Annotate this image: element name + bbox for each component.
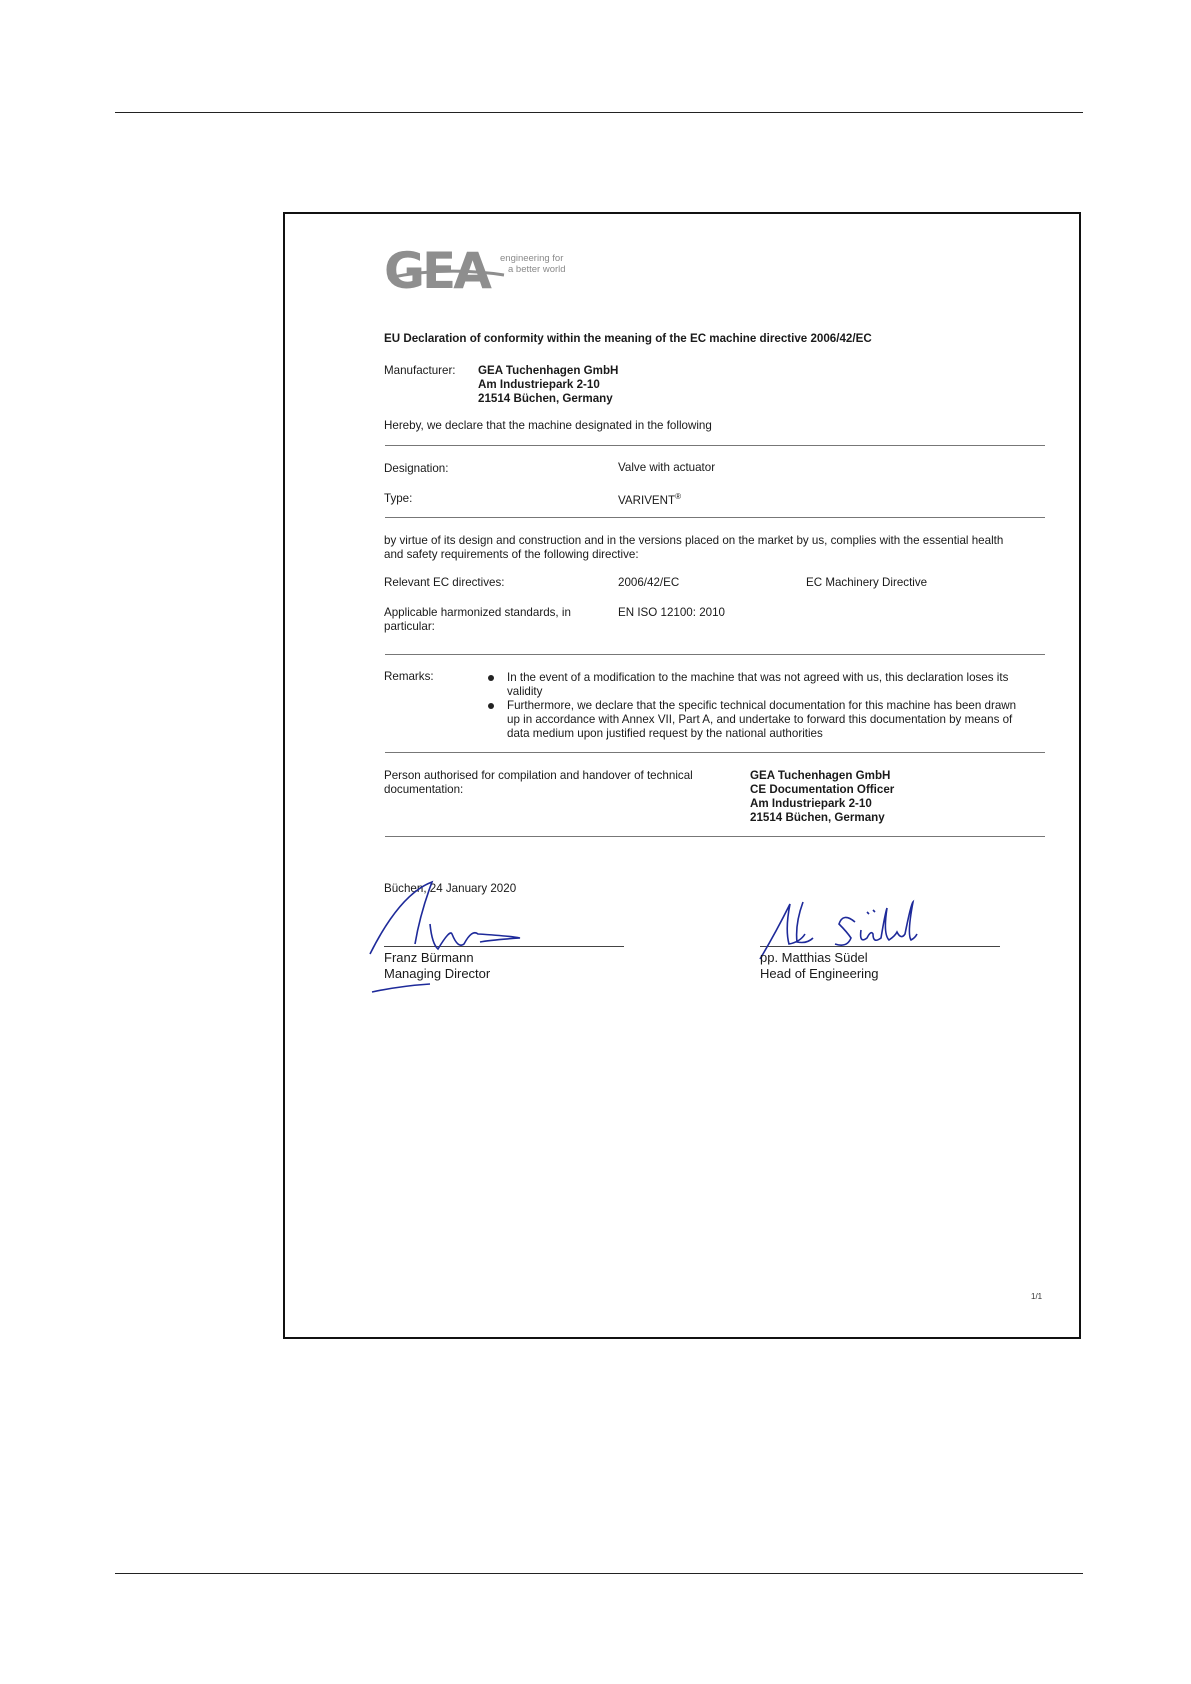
page-number: 1/1 — [1031, 1292, 1043, 1301]
signatory-1-title: Managing Director — [384, 966, 491, 981]
remarks-label: Remarks: — [384, 670, 434, 683]
logo-swoosh-icon — [384, 266, 509, 286]
type-value — [618, 490, 681, 508]
divider — [385, 445, 1045, 446]
manufacturer-city: 21514 Büchen, Germany — [478, 392, 613, 405]
manufacturer-name: GEA Tuchenhagen GmbH — [478, 364, 619, 377]
manufacturer-label: Manufacturer: — [384, 364, 456, 377]
authorised-role: CE Documentation Officer — [750, 783, 895, 796]
gea-logo — [384, 242, 584, 302]
logo-brand: GEA — [384, 242, 489, 300]
standards-label-2: particular: — [384, 620, 435, 633]
authorised-company: GEA Tuchenhagen GmbH — [750, 769, 891, 782]
remark-2-line-1: Furthermore, we declare that the specific technical documentation for this machine has been drawn — [507, 699, 1017, 712]
designation-label: Designation: — [384, 462, 449, 475]
signatory-2-name: pp. Matthias Südel — [760, 950, 868, 965]
header-rule — [115, 112, 1083, 113]
bullet-icon — [488, 675, 494, 681]
divider — [385, 654, 1045, 655]
standards-label-1: Applicable harmonized standards, in — [384, 606, 571, 619]
type-name: VARIVENT — [618, 493, 676, 507]
divider — [385, 836, 1045, 837]
directives-name: EC Machinery Directive — [806, 576, 928, 589]
bullet-icon — [488, 703, 494, 709]
registered-mark: ® — [675, 492, 682, 501]
remark-2-line-2: up in accordance with Annex VII, Part A, and undertake to forward this documentation by means of — [507, 713, 1013, 726]
authorised-city: 21514 Büchen, Germany — [750, 811, 885, 824]
directives-value: 2006/42/EC — [618, 576, 680, 589]
remark-2-line-3: data medium upon justified request by the national authorities — [507, 727, 823, 740]
signatory-2-title: Head of Engineering — [760, 966, 879, 981]
remark-1-line-2: validity — [507, 685, 543, 698]
signatory-1-name: Franz Bürmann — [384, 950, 474, 965]
authorised-street: Am Industriepark 2-10 — [750, 797, 872, 810]
type-label: Type: — [384, 492, 413, 505]
divider — [385, 517, 1045, 518]
logo-tagline-1: engineering for — [500, 253, 564, 264]
divider — [385, 752, 1045, 753]
logo-tagline-2: a better world — [508, 264, 566, 275]
declaration-title: EU Declaration of conformity within the meaning of the EC machine directive 2006/42/EC — [384, 332, 872, 345]
directives-label: Relevant EC directives: — [384, 576, 505, 589]
scanned-declaration — [283, 212, 1081, 1339]
standards-value: EN ISO 12100: 2010 — [618, 606, 725, 619]
footer-rule — [115, 1573, 1083, 1574]
authorised-label-1: Person authorised for compilation and handover of technical — [384, 769, 693, 782]
manufacturer-street: Am Industriepark 2-10 — [478, 378, 600, 391]
authorised-label-2: documentation: — [384, 783, 464, 796]
remark-1-line-1: In the event of a modification to the machine that was not agreed with us, this declaration loses its — [507, 671, 1009, 684]
intro-text: Hereby, we declare that the machine designated in the following — [384, 419, 712, 432]
compliance-line-2: and safety requirements of the following directive: — [384, 548, 639, 561]
place-date: Büchen, 24 January 2020 — [384, 882, 517, 895]
designation-value: Valve with actuator — [618, 461, 716, 474]
compliance-line-1: by virtue of its design and construction and in the versions placed on the market by us, complies with the essential health — [384, 534, 1004, 547]
